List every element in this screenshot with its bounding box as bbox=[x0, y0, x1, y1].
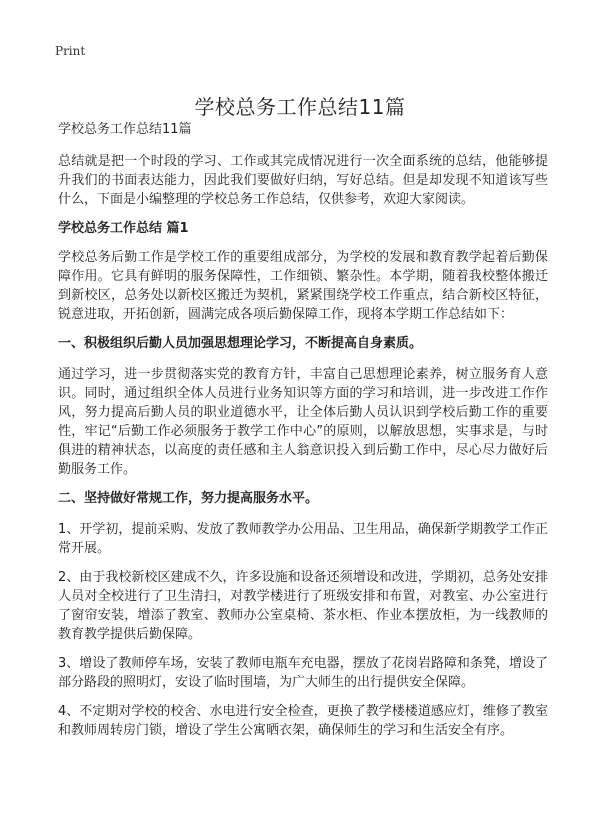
print-link[interactable]: Print bbox=[55, 44, 86, 58]
list-item: 3、增设了教师停车场，安装了教师电瓶车充电器，摆放了花岗岩路障和条凳，增设了部分路段的照明灯，安设了临时围墙，为广大师生的出行提供安全保障。 bbox=[58, 656, 548, 690]
subheading-one: 一、积极组织后勤人员加强思想理论学习，不断提高自身素质。 bbox=[58, 336, 423, 351]
list-item: 2、由于我校新校区建成不久，许多设施和设备还须增设和改进，学期初，总务处安排人员对全校进行了卫生清扫，对教学楼进行了班级安排和布置，对教室、办公室进行了窗帘安装，增添了教室、教师办公室桌椅、茶水柜、作业本摆放柜，为一线教师的教育教学提供后勤保障。 bbox=[58, 570, 548, 642]
list-item: 1、开学初，提前采购、发放了教师教学办公用品、卫生用品，确保新学期教学工作正常开展。 bbox=[58, 522, 548, 556]
article-body bbox=[58, 120, 548, 750]
subheading-two: 二、坚持做好常规工作，努力提高服务水平。 bbox=[58, 491, 319, 506]
article-subtitle: 学校总务工作总结11篇 bbox=[58, 122, 192, 137]
section-heading: 学校总务工作总结 篇1 bbox=[58, 221, 189, 236]
intro-paragraph: 总结就是把一个时段的学习、工作或其完成情况进行一次全面系统的总结，他能够提升我们的书面表达能力，因此我们要做好归纳，写好总结。但是却发现不知道该写些什么，下面是小编整理的学校总务工作总结，仅供参考，欢迎大家阅读。 bbox=[58, 154, 548, 207]
study-paragraph: 通过学习，进一步贯彻落实党的教育方针，丰富自己思想理论素养，树立服务育人意识。同时，通过组织全体人员进行业务知识等方面的学习和培训，进一步改进工作作风，努力提高后勤人员的职业道德水平，让全体后勤人员认识到学校后勤工作的重要性，牢记“后勤工作必须服务于教学工作中心”的原则，以解放思想，实事求是，与时俱进的精神状态，以高度的责任感和主人翁意识投入到后勤工作中，尽心尽力做好后勤服务工作。 bbox=[58, 367, 548, 477]
page-title: 学校总务工作总结11篇 bbox=[194, 95, 406, 120]
list-item: 4、不定期对学校的校舍、水电进行安全检查，更换了教学楼楼道感应灯，维修了教室和教师周转房门锁，增设了学生公寓晒衣架，确保师生的学习和生活安全有序。 bbox=[58, 704, 548, 738]
section-paragraph: 学校总务后勤工作是学校工作的重要组成部分，为学校的发展和教育教学起着后勤保障作用。它具有鲜明的服务保障性，工作细锁、繁杂性。本学期，随着我校整体搬迁到新校区，总务处以新校区搬迁为契机，紧紧围绕学校工作重点，结合新校区特征，锐意进取，开拓创新，圆满完成各项后勤保障工作，现将本学期工作总结如下： bbox=[58, 250, 548, 322]
